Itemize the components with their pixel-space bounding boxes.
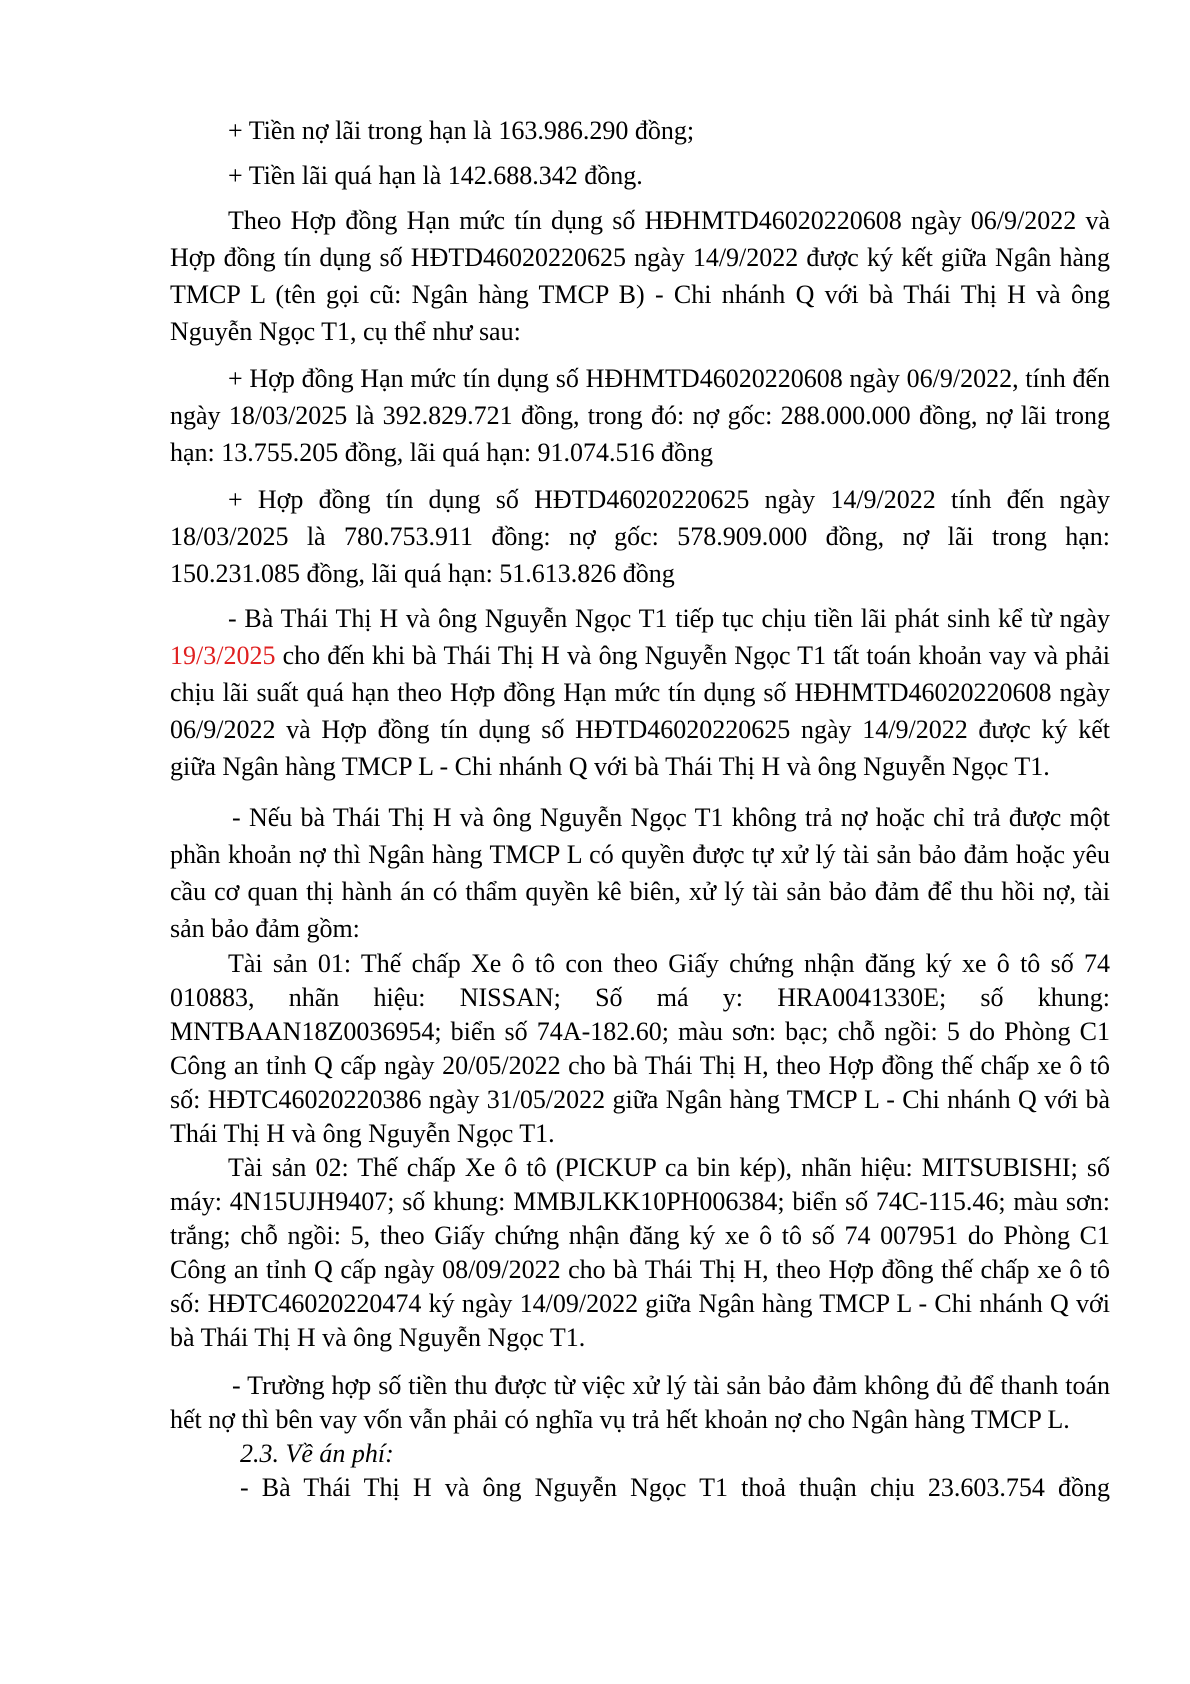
section-heading-court-fee: 2.3. Về án phí: xyxy=(240,1439,394,1468)
paragraph-asset-01: Tài sản 01: Thế chấp Xe ô tô con theo Giấy chứng nhận đăng ký xe ô tô số 74 010883, nhãn hiệu: NISSAN; Số má y: HRA0041330E; số khung: MNTBAAN18Z0036954; biển số 74A-182.60; màu sơn: bạc; chỗ ngồi: 5 do Phòng C1 Công an tỉnh Q cấp ngày 20/05/2022 cho bà Thái Thị H, theo Hợp đồng thế chấp xe ô tô số: HĐTC46020220386 ngày 31/05/2022 giữa Ngân hàng TMCP L - Chi nhánh Q với bà Thái Thị H và ông Nguyễn Ngọc T1. xyxy=(170,949,1110,1148)
paragraph-credit-contract: + Hợp đồng tín dụng số HĐTD46020220625 ngày 14/9/2022 tính đến ngày 18/03/2025 là 780.753.911 đồng: nợ gốc: 578.909.000 đồng, nợ lãi trong hạn: 150.231.085 đồng, lãi quá hạn: 51.613.826 đồng xyxy=(170,485,1110,588)
paragraph-overdue-interest: + Tiền lãi quá hạn là 142.688.342 đồng. xyxy=(228,161,643,190)
continuing-interest-text-start: - Bà Thái Thị H và ông Nguyễn Ngọc T1 tiếp tục chịu tiền lãi phát sinh kể từ ngày xyxy=(228,604,1110,633)
paragraph-interest-in-term: + Tiền nợ lãi trong hạn là 163.986.290 đồng; xyxy=(228,116,695,145)
paragraph-asset-02: Tài sản 02: Thế chấp Xe ô tô (PICKUP ca bin kép), nhãn hiệu: MITSUBISHI; số máy: 4N15UJH9407; số khung: MMBJLKK10PH006384; biển số 74C-115.46; màu sơn: trắng; chỗ ngồi: 5, theo Giấy chứng nhận đăng ký xe ô tô số 74 007951 do Phòng C1 Công an tỉnh Q cấp ngày 08/09/2022 cho bà Thái Thị H, theo Hợp đồng thế chấp xe ô tô số: HĐTC46020220474 ký ngày 14/09/2022 giữa Ngân hàng TMCP L - Chi nhánh Q với bà Thái Thị H và ông Nguyễn Ngọc T1. xyxy=(170,1153,1110,1352)
paragraph-continuing-interest xyxy=(170,600,1110,785)
paragraph-insufficient-proceeds: - Trường hợp số tiền thu được từ việc xử lý tài sản bảo đảm không đủ để thanh toán hết nợ thì bên vay vốn vẫn phải có nghĩa vụ trả hết khoản nợ cho Ngân hàng TMCP L. xyxy=(170,1371,1110,1434)
paragraph-court-fee: - Bà Thái Thị H và ông Nguyễn Ngọc T1 thoả thuận chịu 23.603.754 đồng xyxy=(240,1473,1110,1502)
paragraph-contracts-intro: Theo Hợp đồng Hạn mức tín dụng số HĐHMTD46020220608 ngày 06/9/2022 và Hợp đồng tín dụng số HĐTD46020220625 ngày 14/9/2022 được ký kết giữa Ngân hàng TMCP L (tên gọi cũ: Ngân hàng TMCP B) - Chi nhánh Q với bà Thái Thị H và ông Nguyễn Ngọc T1, cụ thể như sau: xyxy=(170,206,1110,346)
document-page xyxy=(170,112,1110,1505)
paragraph-credit-limit-contract: + Hợp đồng Hạn mức tín dụng số HĐHMTD46020220608 ngày 06/9/2022, tính đến ngày 18/03/2025 là 392.829.721 đồng, trong đó: nợ gốc: 288.000.000 đồng, nợ lãi trong hạn: 13.755.205 đồng, lãi quá hạn: 91.074.516 đồng xyxy=(170,364,1110,467)
continuing-interest-text-end: cho đến khi bà Thái Thị H và ông Nguyễn Ngọc T1 tất toán khoản vay và phải chịu lãi suất quá hạn theo Hợp đồng Hạn mức tín dụng số HĐHMTD46020220608 ngày 06/9/2022 và Hợp đồng tín dụng số HĐTD46020220625 ngày 14/9/2022 được ký kết giữa Ngân hàng TMCP L - Chi nhánh Q với bà Thái Thị H và ông Nguyễn Ngọc T1. xyxy=(170,641,1110,781)
highlighted-date: 19/3/2025 xyxy=(170,641,276,670)
paragraph-collateral-handling: - Nếu bà Thái Thị H và ông Nguyễn Ngọc T1 không trả nợ hoặc chỉ trả được một phần khoản nợ thì Ngân hàng TMCP L có quyền được tự xử lý tài sản bảo đảm hoặc yêu cầu cơ quan thị hành án có thẩm quyền kê biên, xử lý tài sản bảo đảm để thu hồi nợ, tài sản bảo đảm gồm: xyxy=(170,803,1110,943)
